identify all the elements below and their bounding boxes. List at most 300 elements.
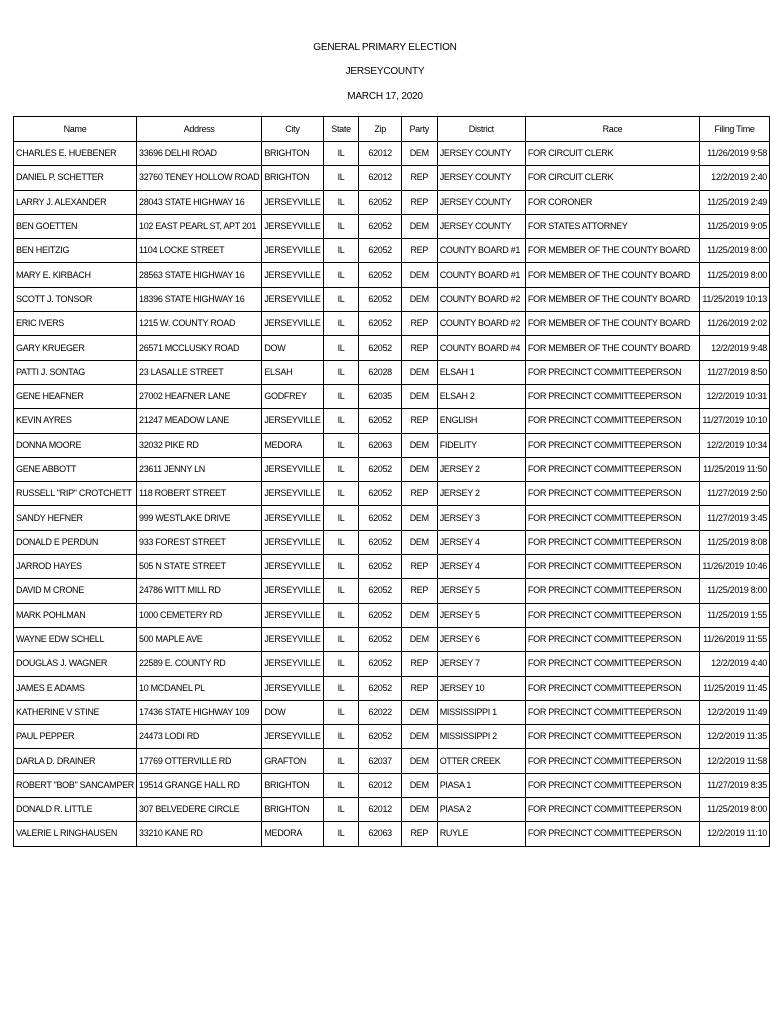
cell-state: IL (323, 384, 359, 408)
cell-zip: 62063 (359, 822, 401, 846)
cell-zip: 62052 (359, 409, 401, 433)
cell-zip: 62052 (359, 506, 401, 530)
cell-zip: 62022 (359, 700, 401, 724)
candidate-table (13, 116, 770, 847)
cell-zip: 62012 (359, 798, 401, 822)
cell-address: 23 LASALLE STREET (137, 360, 262, 384)
cell-filing-time: 12/2/2019 9:48 (700, 336, 770, 360)
cell-district: JERSEY 2 (437, 457, 525, 481)
cell-zip: 62052 (359, 336, 401, 360)
cell-party: DEM (401, 798, 437, 822)
cell-filing-time: 11/25/2019 9:05 (700, 214, 770, 238)
cell-city: JERSEYVILLE (262, 725, 323, 749)
cell-city: JERSEYVILLE (262, 239, 323, 263)
cell-city: BRIGHTON (262, 773, 323, 797)
cell-district: PIASA 1 (437, 773, 525, 797)
cell-address: 28043 STATE HIGHWAY 16 (137, 190, 262, 214)
cell-party: DEM (401, 214, 437, 238)
cell-city: JERSEYVILLE (262, 603, 323, 627)
table-row (14, 700, 770, 724)
cell-race: FOR PRECINCT COMMITTEEPERSON (525, 409, 699, 433)
cell-state: IL (323, 652, 359, 676)
cell-district: JERSEY 3 (437, 506, 525, 530)
cell-address: 19514 GRANGE HALL RD (137, 773, 262, 797)
cell-party: REP (401, 676, 437, 700)
col-header-address: Address (137, 117, 262, 142)
cell-address: 24473 LODI RD (137, 725, 262, 749)
cell-party: DEM (401, 142, 437, 166)
cell-state: IL (323, 433, 359, 457)
cell-name: BEN GOETTEN (14, 214, 137, 238)
cell-city: JERSEYVILLE (262, 409, 323, 433)
cell-name: DONALD R. LITTLE (14, 798, 137, 822)
cell-district: JERSEY 5 (437, 579, 525, 603)
cell-address: 118 ROBERT STREET (137, 482, 262, 506)
cell-race: FOR PRECINCT COMMITTEEPERSON (525, 798, 699, 822)
cell-race: FOR PRECINCT COMMITTEEPERSON (525, 700, 699, 724)
cell-filing-time: 11/25/2019 11:50 (700, 457, 770, 481)
cell-filing-time: 11/25/2019 11:45 (700, 676, 770, 700)
cell-party: DEM (401, 360, 437, 384)
cell-city: JERSEYVILLE (262, 530, 323, 554)
cell-name: MARK POHLMAN (14, 603, 137, 627)
cell-address: 17436 STATE HIGHWAY 109 (137, 700, 262, 724)
cell-name: GENE HEAFNER (14, 384, 137, 408)
cell-district: JERSEY 10 (437, 676, 525, 700)
cell-address: 933 FOREST STREET (137, 530, 262, 554)
cell-district: MISSISSIPPI 1 (437, 700, 525, 724)
table-row (14, 652, 770, 676)
cell-city: DOW (262, 700, 323, 724)
cell-address: 10 MCDANEL PL (137, 676, 262, 700)
cell-race: FOR PRECINCT COMMITTEEPERSON (525, 603, 699, 627)
table-row (14, 214, 770, 238)
table-row (14, 627, 770, 651)
cell-zip: 62052 (359, 457, 401, 481)
table-row (14, 360, 770, 384)
cell-party: REP (401, 190, 437, 214)
cell-district: PIASA 2 (437, 798, 525, 822)
table-row (14, 433, 770, 457)
cell-party: REP (401, 482, 437, 506)
cell-state: IL (323, 482, 359, 506)
cell-name: BEN HEITZIG (14, 239, 137, 263)
cell-party: DEM (401, 725, 437, 749)
cell-zip: 62052 (359, 263, 401, 287)
cell-address: 22589 E. COUNTY RD (137, 652, 262, 676)
cell-race: FOR PRECINCT COMMITTEEPERSON (525, 676, 699, 700)
cell-name: ERIC IVERS (14, 312, 137, 336)
cell-name: JAMES E ADAMS (14, 676, 137, 700)
cell-zip: 62052 (359, 603, 401, 627)
table-row (14, 822, 770, 846)
cell-zip: 62052 (359, 579, 401, 603)
table-row (14, 409, 770, 433)
table-row (14, 457, 770, 481)
cell-filing-time: 12/2/2019 11:58 (700, 749, 770, 773)
cell-city: JERSEYVILLE (262, 482, 323, 506)
cell-district: JERSEY 4 (437, 530, 525, 554)
cell-party: DEM (401, 263, 437, 287)
cell-name: DARLA D. DRAINER (14, 749, 137, 773)
cell-city: MEDORA (262, 433, 323, 457)
cell-filing-time: 11/25/2019 2:49 (700, 190, 770, 214)
col-header-zip: Zip (359, 117, 401, 142)
cell-party: DEM (401, 700, 437, 724)
cell-address: 307 BELVEDERE CIRCLE (137, 798, 262, 822)
cell-state: IL (323, 506, 359, 530)
cell-zip: 62052 (359, 627, 401, 651)
cell-city: MEDORA (262, 822, 323, 846)
table-row (14, 749, 770, 773)
cell-zip: 62012 (359, 773, 401, 797)
cell-party: DEM (401, 457, 437, 481)
cell-race: FOR PRECINCT COMMITTEEPERSON (525, 822, 699, 846)
table-row (14, 142, 770, 166)
cell-filing-time: 11/27/2019 8:35 (700, 773, 770, 797)
cell-race: FOR PRECINCT COMMITTEEPERSON (525, 530, 699, 554)
cell-address: 26571 MCCLUSKY ROAD (137, 336, 262, 360)
cell-zip: 62052 (359, 676, 401, 700)
cell-district: COUNTY BOARD #1 (437, 239, 525, 263)
cell-party: DEM (401, 530, 437, 554)
cell-zip: 62052 (359, 652, 401, 676)
cell-filing-time: 12/2/2019 11:10 (700, 822, 770, 846)
cell-district: JERSEY COUNTY (437, 142, 525, 166)
cell-name: DANIEL P. SCHETTER (14, 166, 137, 190)
cell-filing-time: 11/26/2019 10:46 (700, 555, 770, 579)
cell-filing-time: 11/27/2019 3:45 (700, 506, 770, 530)
cell-city: JERSEYVILLE (262, 652, 323, 676)
cell-race: FOR PRECINCT COMMITTEEPERSON (525, 506, 699, 530)
table-row (14, 384, 770, 408)
cell-name: VALERIE L RINGHAUSEN (14, 822, 137, 846)
col-header-race: Race (525, 117, 699, 142)
cell-name: KEVIN AYRES (14, 409, 137, 433)
cell-address: 21247 MEADOW LANE (137, 409, 262, 433)
table-row (14, 676, 770, 700)
cell-party: REP (401, 579, 437, 603)
cell-name: CHARLES E. HUEBENER (14, 142, 137, 166)
cell-race: FOR CIRCUIT CLERK (525, 166, 699, 190)
cell-zip: 62052 (359, 555, 401, 579)
cell-party: REP (401, 652, 437, 676)
cell-address: 28563 STATE HIGHWAY 16 (137, 263, 262, 287)
cell-state: IL (323, 142, 359, 166)
cell-zip: 62052 (359, 239, 401, 263)
table-header-row (14, 117, 770, 142)
cell-filing-time: 11/26/2019 11:55 (700, 627, 770, 651)
cell-name: JARROD HAYES (14, 555, 137, 579)
cell-city: JERSEYVILLE (262, 579, 323, 603)
cell-race: FOR MEMBER OF THE COUNTY BOARD (525, 336, 699, 360)
cell-state: IL (323, 822, 359, 846)
cell-zip: 62063 (359, 433, 401, 457)
cell-city: JERSEYVILLE (262, 555, 323, 579)
cell-district: FIDELITY (437, 433, 525, 457)
cell-name: DOUGLAS J. WAGNER (14, 652, 137, 676)
cell-filing-time: 11/27/2019 2:50 (700, 482, 770, 506)
cell-race: FOR PRECINCT COMMITTEEPERSON (525, 652, 699, 676)
cell-city: BRIGHTON (262, 166, 323, 190)
cell-party: REP (401, 312, 437, 336)
cell-state: IL (323, 530, 359, 554)
cell-party: REP (401, 822, 437, 846)
cell-state: IL (323, 603, 359, 627)
cell-name: ROBERT "BOB" SANCAMPER (14, 773, 137, 797)
cell-state: IL (323, 725, 359, 749)
cell-filing-time: 11/27/2019 10:10 (700, 409, 770, 433)
cell-race: FOR MEMBER OF THE COUNTY BOARD (525, 287, 699, 311)
cell-zip: 62052 (359, 190, 401, 214)
cell-name: DONALD E PERDUN (14, 530, 137, 554)
cell-name: GENE ABBOTT (14, 457, 137, 481)
cell-race: FOR PRECINCT COMMITTEEPERSON (525, 749, 699, 773)
cell-zip: 62035 (359, 384, 401, 408)
cell-zip: 62028 (359, 360, 401, 384)
cell-district: JERSEY COUNTY (437, 214, 525, 238)
cell-race: FOR PRECINCT COMMITTEEPERSON (525, 433, 699, 457)
cell-zip: 62052 (359, 725, 401, 749)
cell-address: 1000 CEMETERY RD (137, 603, 262, 627)
cell-name: PATTI J. SONTAG (14, 360, 137, 384)
cell-party: DEM (401, 749, 437, 773)
table-row (14, 798, 770, 822)
table-row (14, 773, 770, 797)
cell-filing-time: 12/2/2019 11:49 (700, 700, 770, 724)
cell-state: IL (323, 166, 359, 190)
cell-name: DAVID M CRONE (14, 579, 137, 603)
cell-district: RUYLE (437, 822, 525, 846)
cell-filing-time: 12/2/2019 4:40 (700, 652, 770, 676)
cell-race: FOR PRECINCT COMMITTEEPERSON (525, 555, 699, 579)
cell-city: BRIGHTON (262, 798, 323, 822)
cell-filing-time: 12/2/2019 10:34 (700, 433, 770, 457)
cell-district: COUNTY BOARD #4 (437, 336, 525, 360)
cell-race: FOR PRECINCT COMMITTEEPERSON (525, 579, 699, 603)
cell-city: JERSEYVILLE (262, 506, 323, 530)
report-date: MARCH 17, 2020 (347, 91, 423, 102)
cell-filing-time: 11/25/2019 8:00 (700, 579, 770, 603)
table-row (14, 166, 770, 190)
cell-address: 18396 STATE HIGHWAY 16 (137, 287, 262, 311)
cell-address: 999 WESTLAKE DRIVE (137, 506, 262, 530)
cell-filing-time: 11/25/2019 10:13 (700, 287, 770, 311)
cell-district: JERSEY 7 (437, 652, 525, 676)
cell-address: 23611 JENNY LN (137, 457, 262, 481)
cell-state: IL (323, 676, 359, 700)
cell-party: REP (401, 239, 437, 263)
cell-zip: 62052 (359, 312, 401, 336)
cell-zip: 62052 (359, 214, 401, 238)
cell-state: IL (323, 190, 359, 214)
cell-city: JERSEYVILLE (262, 214, 323, 238)
cell-state: IL (323, 214, 359, 238)
cell-zip: 62012 (359, 166, 401, 190)
cell-state: IL (323, 312, 359, 336)
cell-race: FOR PRECINCT COMMITTEEPERSON (525, 773, 699, 797)
cell-district: COUNTY BOARD #2 (437, 312, 525, 336)
table-row (14, 506, 770, 530)
cell-district: JERSEY 6 (437, 627, 525, 651)
cell-party: REP (401, 555, 437, 579)
cell-race: FOR MEMBER OF THE COUNTY BOARD (525, 239, 699, 263)
cell-city: GRAFTON (262, 749, 323, 773)
cell-address: 33210 KANE RD (137, 822, 262, 846)
cell-city: JERSEYVILLE (262, 627, 323, 651)
cell-filing-time: 12/2/2019 2:40 (700, 166, 770, 190)
cell-address: 33696 DELHI ROAD (137, 142, 262, 166)
cell-party: DEM (401, 384, 437, 408)
cell-city: JERSEYVILLE (262, 457, 323, 481)
cell-state: IL (323, 627, 359, 651)
table-row (14, 579, 770, 603)
cell-zip: 62037 (359, 749, 401, 773)
cell-address: 102 EAST PEARL ST, APT 201 (137, 214, 262, 238)
cell-party: DEM (401, 627, 437, 651)
table-row (14, 603, 770, 627)
report-county: JERSEYCOUNTY (345, 66, 425, 77)
col-header-name: Name (14, 117, 137, 142)
cell-city: JERSEYVILLE (262, 287, 323, 311)
table-row (14, 239, 770, 263)
cell-address: 24786 WITT MILL RD (137, 579, 262, 603)
cell-district: ENGLISH (437, 409, 525, 433)
table-row (14, 287, 770, 311)
table-row (14, 555, 770, 579)
cell-city: BRIGHTON (262, 142, 323, 166)
cell-name: MARY E. KIRBACH (14, 263, 137, 287)
cell-district: OTTER CREEK (437, 749, 525, 773)
cell-state: IL (323, 263, 359, 287)
cell-filing-time: 12/2/2019 11:35 (700, 725, 770, 749)
cell-state: IL (323, 773, 359, 797)
cell-party: REP (401, 166, 437, 190)
cell-state: IL (323, 360, 359, 384)
cell-party: DEM (401, 287, 437, 311)
cell-address: 1215 W. COUNTY ROAD (137, 312, 262, 336)
cell-state: IL (323, 287, 359, 311)
cell-city: JERSEYVILLE (262, 676, 323, 700)
cell-district: COUNTY BOARD #1 (437, 263, 525, 287)
cell-state: IL (323, 555, 359, 579)
cell-city: JERSEYVILLE (262, 263, 323, 287)
cell-filing-time: 11/25/2019 8:00 (700, 263, 770, 287)
cell-race: FOR STATES ATTORNEY (525, 214, 699, 238)
cell-filing-time: 11/25/2019 8:00 (700, 798, 770, 822)
cell-party: DEM (401, 773, 437, 797)
cell-race: FOR MEMBER OF THE COUNTY BOARD (525, 312, 699, 336)
cell-address: 500 MAPLE AVE (137, 627, 262, 651)
table-row (14, 725, 770, 749)
cell-state: IL (323, 700, 359, 724)
col-header-district: District (437, 117, 525, 142)
cell-zip: 62012 (359, 142, 401, 166)
cell-name: DONNA MOORE (14, 433, 137, 457)
cell-filing-time: 11/26/2019 9:58 (700, 142, 770, 166)
table-row (14, 530, 770, 554)
cell-name: RUSSELL "RIP" CROTCHETT (14, 482, 137, 506)
cell-state: IL (323, 336, 359, 360)
cell-filing-time: 11/25/2019 8:08 (700, 530, 770, 554)
cell-name: SANDY HEFNER (14, 506, 137, 530)
report-title: GENERAL PRIMARY ELECTION (313, 42, 457, 53)
cell-filing-time: 11/25/2019 8:00 (700, 239, 770, 263)
cell-filing-time: 11/26/2019 2:02 (700, 312, 770, 336)
cell-city: JERSEYVILLE (262, 312, 323, 336)
cell-zip: 62052 (359, 287, 401, 311)
cell-address: 17769 OTTERVILLE RD (137, 749, 262, 773)
cell-city: JERSEYVILLE (262, 190, 323, 214)
cell-filing-time: 12/2/2019 10:31 (700, 384, 770, 408)
cell-name: PAUL PEPPER (14, 725, 137, 749)
cell-district: JERSEY 5 (437, 603, 525, 627)
cell-city: GODFREY (262, 384, 323, 408)
cell-race: FOR CIRCUIT CLERK (525, 142, 699, 166)
cell-state: IL (323, 798, 359, 822)
cell-race: FOR PRECINCT COMMITTEEPERSON (525, 457, 699, 481)
cell-district: JERSEY 4 (437, 555, 525, 579)
cell-address: 32760 TENEY HOLLOW ROAD (137, 166, 262, 190)
cell-address: 1104 LOCKE STREET (137, 239, 262, 263)
cell-race: FOR CORONER (525, 190, 699, 214)
cell-filing-time: 11/27/2019 8:50 (700, 360, 770, 384)
cell-district: JERSEY COUNTY (437, 166, 525, 190)
cell-name: SCOTT J. TONSOR (14, 287, 137, 311)
table-row (14, 482, 770, 506)
cell-zip: 62052 (359, 482, 401, 506)
cell-district: ELSAH 2 (437, 384, 525, 408)
cell-name: KATHERINE V STINE (14, 700, 137, 724)
cell-state: IL (323, 409, 359, 433)
table-row (14, 312, 770, 336)
cell-address: 505 N STATE STREET (137, 555, 262, 579)
col-header-party: Party (401, 117, 437, 142)
cell-district: ELSAH 1 (437, 360, 525, 384)
cell-zip: 62052 (359, 530, 401, 554)
cell-race: FOR PRECINCT COMMITTEEPERSON (525, 482, 699, 506)
cell-race: FOR PRECINCT COMMITTEEPERSON (525, 384, 699, 408)
cell-party: REP (401, 336, 437, 360)
cell-race: FOR PRECINCT COMMITTEEPERSON (525, 725, 699, 749)
cell-party: DEM (401, 603, 437, 627)
cell-district: JERSEY 2 (437, 482, 525, 506)
cell-state: IL (323, 457, 359, 481)
table-row (14, 336, 770, 360)
cell-state: IL (323, 749, 359, 773)
cell-address: 32032 PIKE RD (137, 433, 262, 457)
cell-name: WAYNE EDW SCHELL (14, 627, 137, 651)
cell-state: IL (323, 239, 359, 263)
cell-race: FOR MEMBER OF THE COUNTY BOARD (525, 263, 699, 287)
cell-state: IL (323, 579, 359, 603)
cell-filing-time: 11/25/2019 1:55 (700, 603, 770, 627)
cell-district: COUNTY BOARD #2 (437, 287, 525, 311)
cell-race: FOR PRECINCT COMMITTEEPERSON (525, 360, 699, 384)
cell-party: REP (401, 409, 437, 433)
cell-name: GARY KRUEGER (14, 336, 137, 360)
cell-race: FOR PRECINCT COMMITTEEPERSON (525, 627, 699, 651)
cell-party: DEM (401, 433, 437, 457)
table-row (14, 190, 770, 214)
cell-district: JERSEY COUNTY (437, 190, 525, 214)
col-header-state: State (323, 117, 359, 142)
cell-district: MISSISSIPPI 2 (437, 725, 525, 749)
cell-name: LARRY J. ALEXANDER (14, 190, 137, 214)
cell-address: 27002 HEAFNER LANE (137, 384, 262, 408)
cell-city: ELSAH (262, 360, 323, 384)
col-header-filing-time: Filing Time (700, 117, 770, 142)
